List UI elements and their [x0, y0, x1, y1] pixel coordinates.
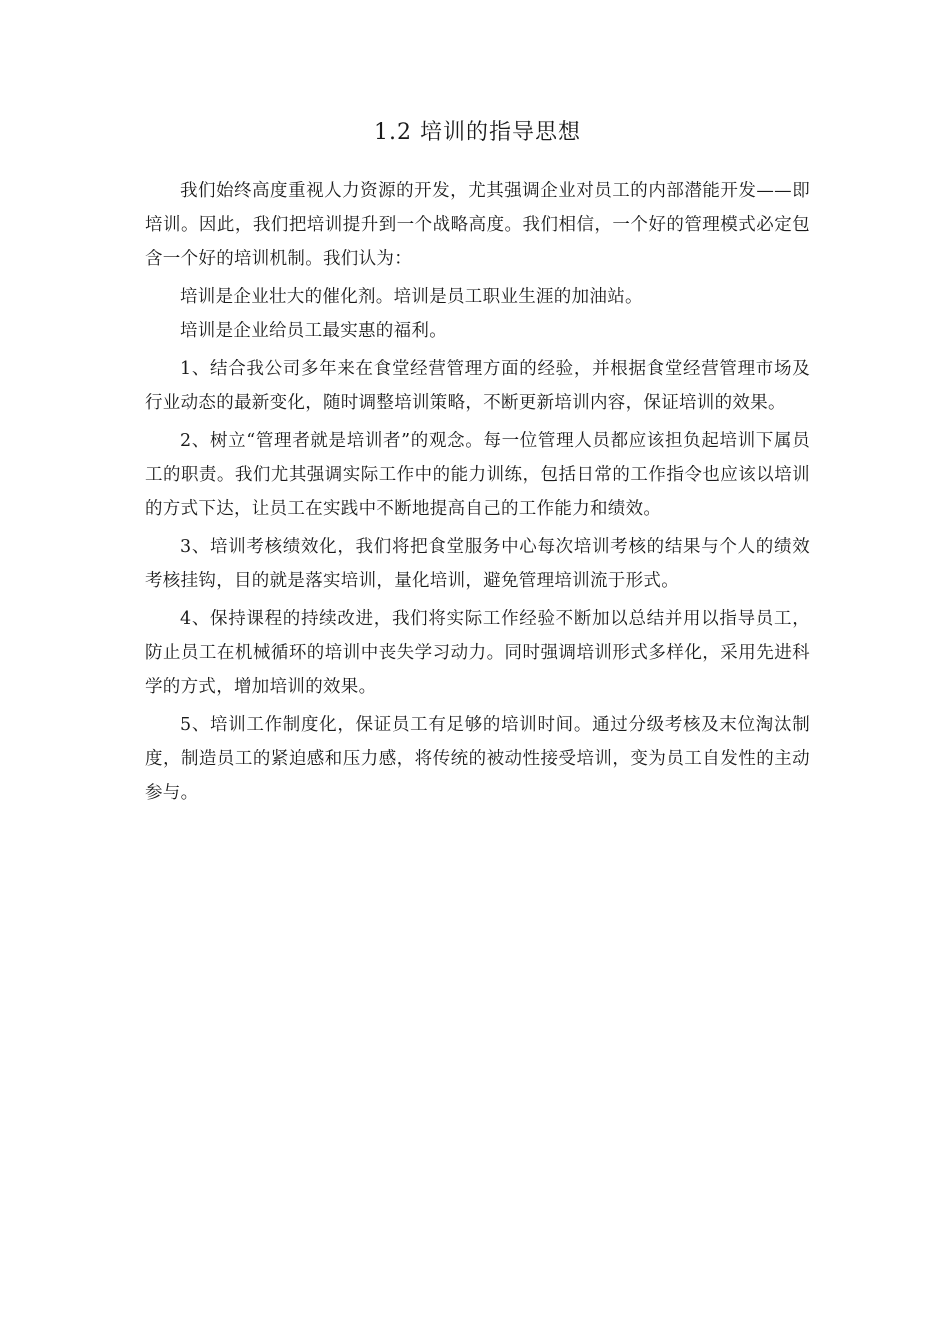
paragraph-belief-1: 培训是企业壮大的催化剂。培训是员工职业生涯的加油站。 — [180, 287, 643, 307]
document-page — [145, 116, 810, 814]
paragraph-point-3: 3、培训考核绩效化，我们将把食堂服务中心每次培训考核的结果与个人的绩效考核挂钩，目的就是落实培训，量化培训，避免管理培训流于形式。 — [145, 537, 810, 591]
paragraph-intro: 我们始终高度重视人力资源的开发，尤其强调企业对员工的内部潜能开发——即培训。因此，我们把培训提升到一个战略高度。我们相信，一个好的管理模式必定包含一个好的培训机制。我们认为： — [145, 181, 810, 269]
paragraph-belief-2: 培训是企业给员工最实惠的福利。 — [180, 321, 447, 341]
paragraph-point-5: 5、培训工作制度化，保证员工有足够的培训时间。通过分级考核及末位淘汰制度，制造员工的紧迫感和压力感，将传统的被动性接受培训，变为员工自发性的主动参与。 — [145, 715, 810, 803]
paragraph-point-1: 1、结合我公司多年来在食堂经营管理方面的经验，并根据食堂经营管理市场及行业动态的最新变化，随时调整培训策略，不断更新培训内容，保证培训的效果。 — [145, 359, 810, 413]
paragraph-point-2: 2、树立“管理者就是培训者”的观念。每一位管理人员都应该担负起培训下属员工的职责。我们尤其强调实际工作中的能力训练，包括日常的工作指令也应该以培训的方式下达，让员工在实践中不断地提高自己的工作能力和绩效。 — [145, 431, 810, 519]
paragraph-point-4: 4、保持课程的持续改进，我们将实际工作经验不断加以总结并用以指导员工，防止员工在机械循环的培训中丧失学习动力。同时强调培训形式多样化，采用先进科学的方式，增加培训的效果。 — [145, 609, 810, 697]
section-title: 1.2 培训的指导思想 — [374, 120, 581, 145]
